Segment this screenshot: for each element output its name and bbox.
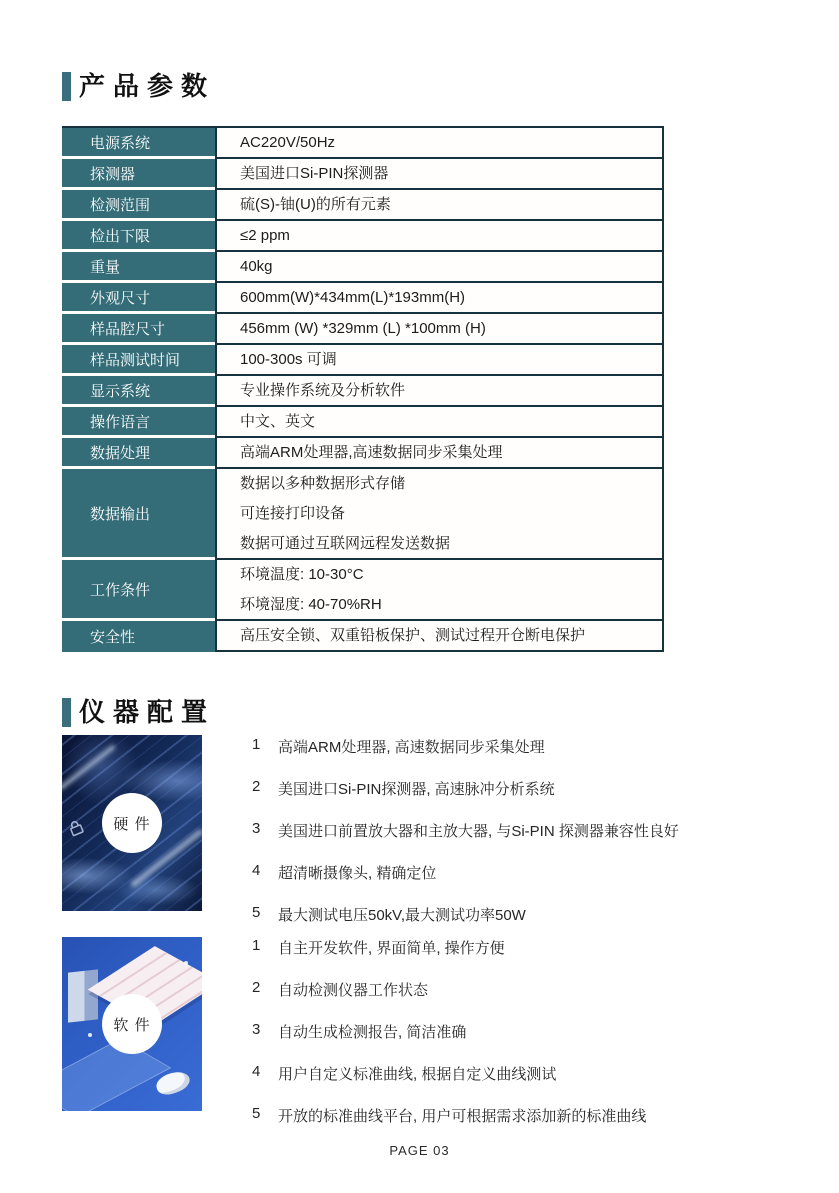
row-label-cell: 检测范围 (62, 190, 215, 221)
row-label-cell: 重量 (62, 252, 215, 283)
section-accent-bar (62, 698, 71, 727)
item-text: 美国进口Si-PIN探测器, 高速脉冲分析系统 (278, 781, 555, 798)
table-row (62, 407, 662, 438)
value-line: 高端ARM处理器,高速数据同步采集处理 (240, 443, 503, 461)
table-row (62, 314, 662, 345)
page-footer: PAGE 03 (389, 1143, 450, 1158)
deco-dot (184, 961, 188, 965)
item-number: 5 (252, 904, 261, 921)
table-row (62, 560, 662, 621)
value-line: 中文、英文 (240, 412, 316, 430)
item-text: 最大测试电压50kV,最大测试功率50W (278, 907, 526, 924)
value-line: 数据以多种数据形式存储 (240, 474, 406, 492)
circuit-streak (62, 744, 116, 791)
software-badge: 软 件 (102, 994, 162, 1054)
row-value-cell (215, 376, 662, 407)
table-row (62, 190, 662, 221)
row-label-cell: 外观尺寸 (62, 283, 215, 314)
table-row (62, 438, 662, 469)
item-number: 5 (252, 1105, 261, 1122)
value-line: 可连接打印设备 (240, 504, 346, 522)
value-line: 600mm(W)*434mm(L)*193mm(H) (240, 288, 466, 306)
item-text: 美国进口前置放大器和主放大器, 与Si-PIN 探测器兼容性良好 (278, 823, 679, 840)
table-row (62, 376, 662, 407)
list-item (252, 937, 812, 958)
item-number: 3 (252, 1021, 261, 1038)
value-line: 40kg (240, 257, 273, 275)
lock-icon (64, 816, 89, 844)
row-value-cell (215, 190, 662, 221)
value-line: AC220V/50Hz (240, 133, 336, 151)
list-item (252, 820, 812, 841)
row-value-cell (215, 252, 662, 283)
table-row (62, 345, 662, 376)
item-number: 3 (252, 820, 261, 837)
item-text: 超清晰摄像头, 精确定位 (278, 865, 437, 882)
item-number: 2 (252, 778, 261, 795)
row-label-cell: 数据处理 (62, 438, 215, 469)
list-item (252, 1105, 812, 1126)
row-value-cell (215, 469, 662, 560)
row-label-cell: 操作语言 (62, 407, 215, 438)
value-line: 专业操作系统及分析软件 (240, 381, 406, 399)
row-label-cell: 安全性 (62, 621, 215, 652)
row-value-cell (215, 345, 662, 376)
list-item (252, 736, 812, 757)
value-line: 环境湿度: 40-70%RH (240, 595, 382, 613)
list-item (252, 979, 812, 1000)
table-row (62, 221, 662, 252)
item-text: 自主开发软件, 界面简单, 操作方便 (278, 940, 505, 957)
item-number: 4 (252, 1063, 261, 1080)
value-line: 美国进口Si-PIN探测器 (240, 164, 389, 182)
product-params-header (62, 72, 215, 101)
item-text: 开放的标准曲线平台, 用户可根据需求添加新的标准曲线 (278, 1108, 647, 1125)
cuboid-shape (68, 969, 98, 1022)
item-number: 1 (252, 937, 261, 954)
spec-table (62, 126, 664, 652)
row-value-cell (215, 128, 662, 159)
item-text: 用户自定义标准曲线, 根据自定义曲线测试 (278, 1066, 557, 1083)
software-feature-list (252, 937, 812, 1126)
row-label-cell: 检出下限 (62, 221, 215, 252)
hardware-badge: 硬 件 (102, 793, 162, 853)
row-label-cell: 数据输出 (62, 469, 215, 560)
instrument-config-header (62, 698, 215, 727)
value-line: 环境温度: 10-30°C (240, 565, 364, 583)
row-label-cell: 显示系统 (62, 376, 215, 407)
table-row (62, 128, 662, 159)
section-title: 产品参数 (79, 71, 216, 101)
value-line: 456mm (W) *329mm (L) *100mm (H) (240, 319, 486, 337)
value-line: 高压安全锁、双重铅板保护、测试过程开仓断电保护 (240, 626, 586, 644)
hardware-image (62, 735, 202, 911)
row-value-cell (215, 621, 662, 652)
value-line: 100-300s 可调 (240, 350, 337, 368)
list-item (252, 778, 812, 799)
row-label-cell: 样品腔尺寸 (62, 314, 215, 345)
value-line: 硫(S)-铀(U)的所有元素 (240, 195, 391, 213)
row-value-cell (215, 283, 662, 314)
software-image (62, 937, 202, 1111)
row-label-cell: 电源系统 (62, 128, 215, 159)
section-accent-bar (62, 72, 71, 101)
row-value-cell (215, 560, 662, 621)
table-row (62, 469, 662, 560)
row-label-cell: 样品测试时间 (62, 345, 215, 376)
row-value-cell (215, 314, 662, 345)
list-item (252, 1063, 812, 1084)
table-row (62, 159, 662, 190)
table-row (62, 252, 662, 283)
row-label-cell: 探测器 (62, 159, 215, 190)
row-value-cell (215, 438, 662, 469)
list-item (252, 862, 812, 883)
table-row (62, 621, 662, 652)
row-value-cell (215, 407, 662, 438)
row-label-cell: 工作条件 (62, 560, 215, 621)
table-row (62, 283, 662, 314)
section-title: 仪器配置 (79, 697, 216, 727)
item-number: 4 (252, 862, 261, 879)
row-value-cell (215, 159, 662, 190)
value-line: 数据可通过互联网远程发送数据 (240, 534, 451, 552)
item-text: 自动生成检测报告, 简洁准确 (278, 1024, 467, 1041)
list-item (252, 1021, 812, 1042)
deco-dot (88, 1033, 92, 1037)
value-line: ≤2 ppm (240, 226, 290, 244)
item-number: 1 (252, 736, 261, 753)
item-number: 2 (252, 979, 261, 996)
list-item (252, 904, 812, 925)
hardware-feature-list (252, 736, 812, 925)
row-value-cell (215, 221, 662, 252)
item-text: 自动检测仪器工作状态 (278, 982, 429, 999)
item-text: 高端ARM处理器, 高速数据同步采集处理 (278, 739, 545, 756)
